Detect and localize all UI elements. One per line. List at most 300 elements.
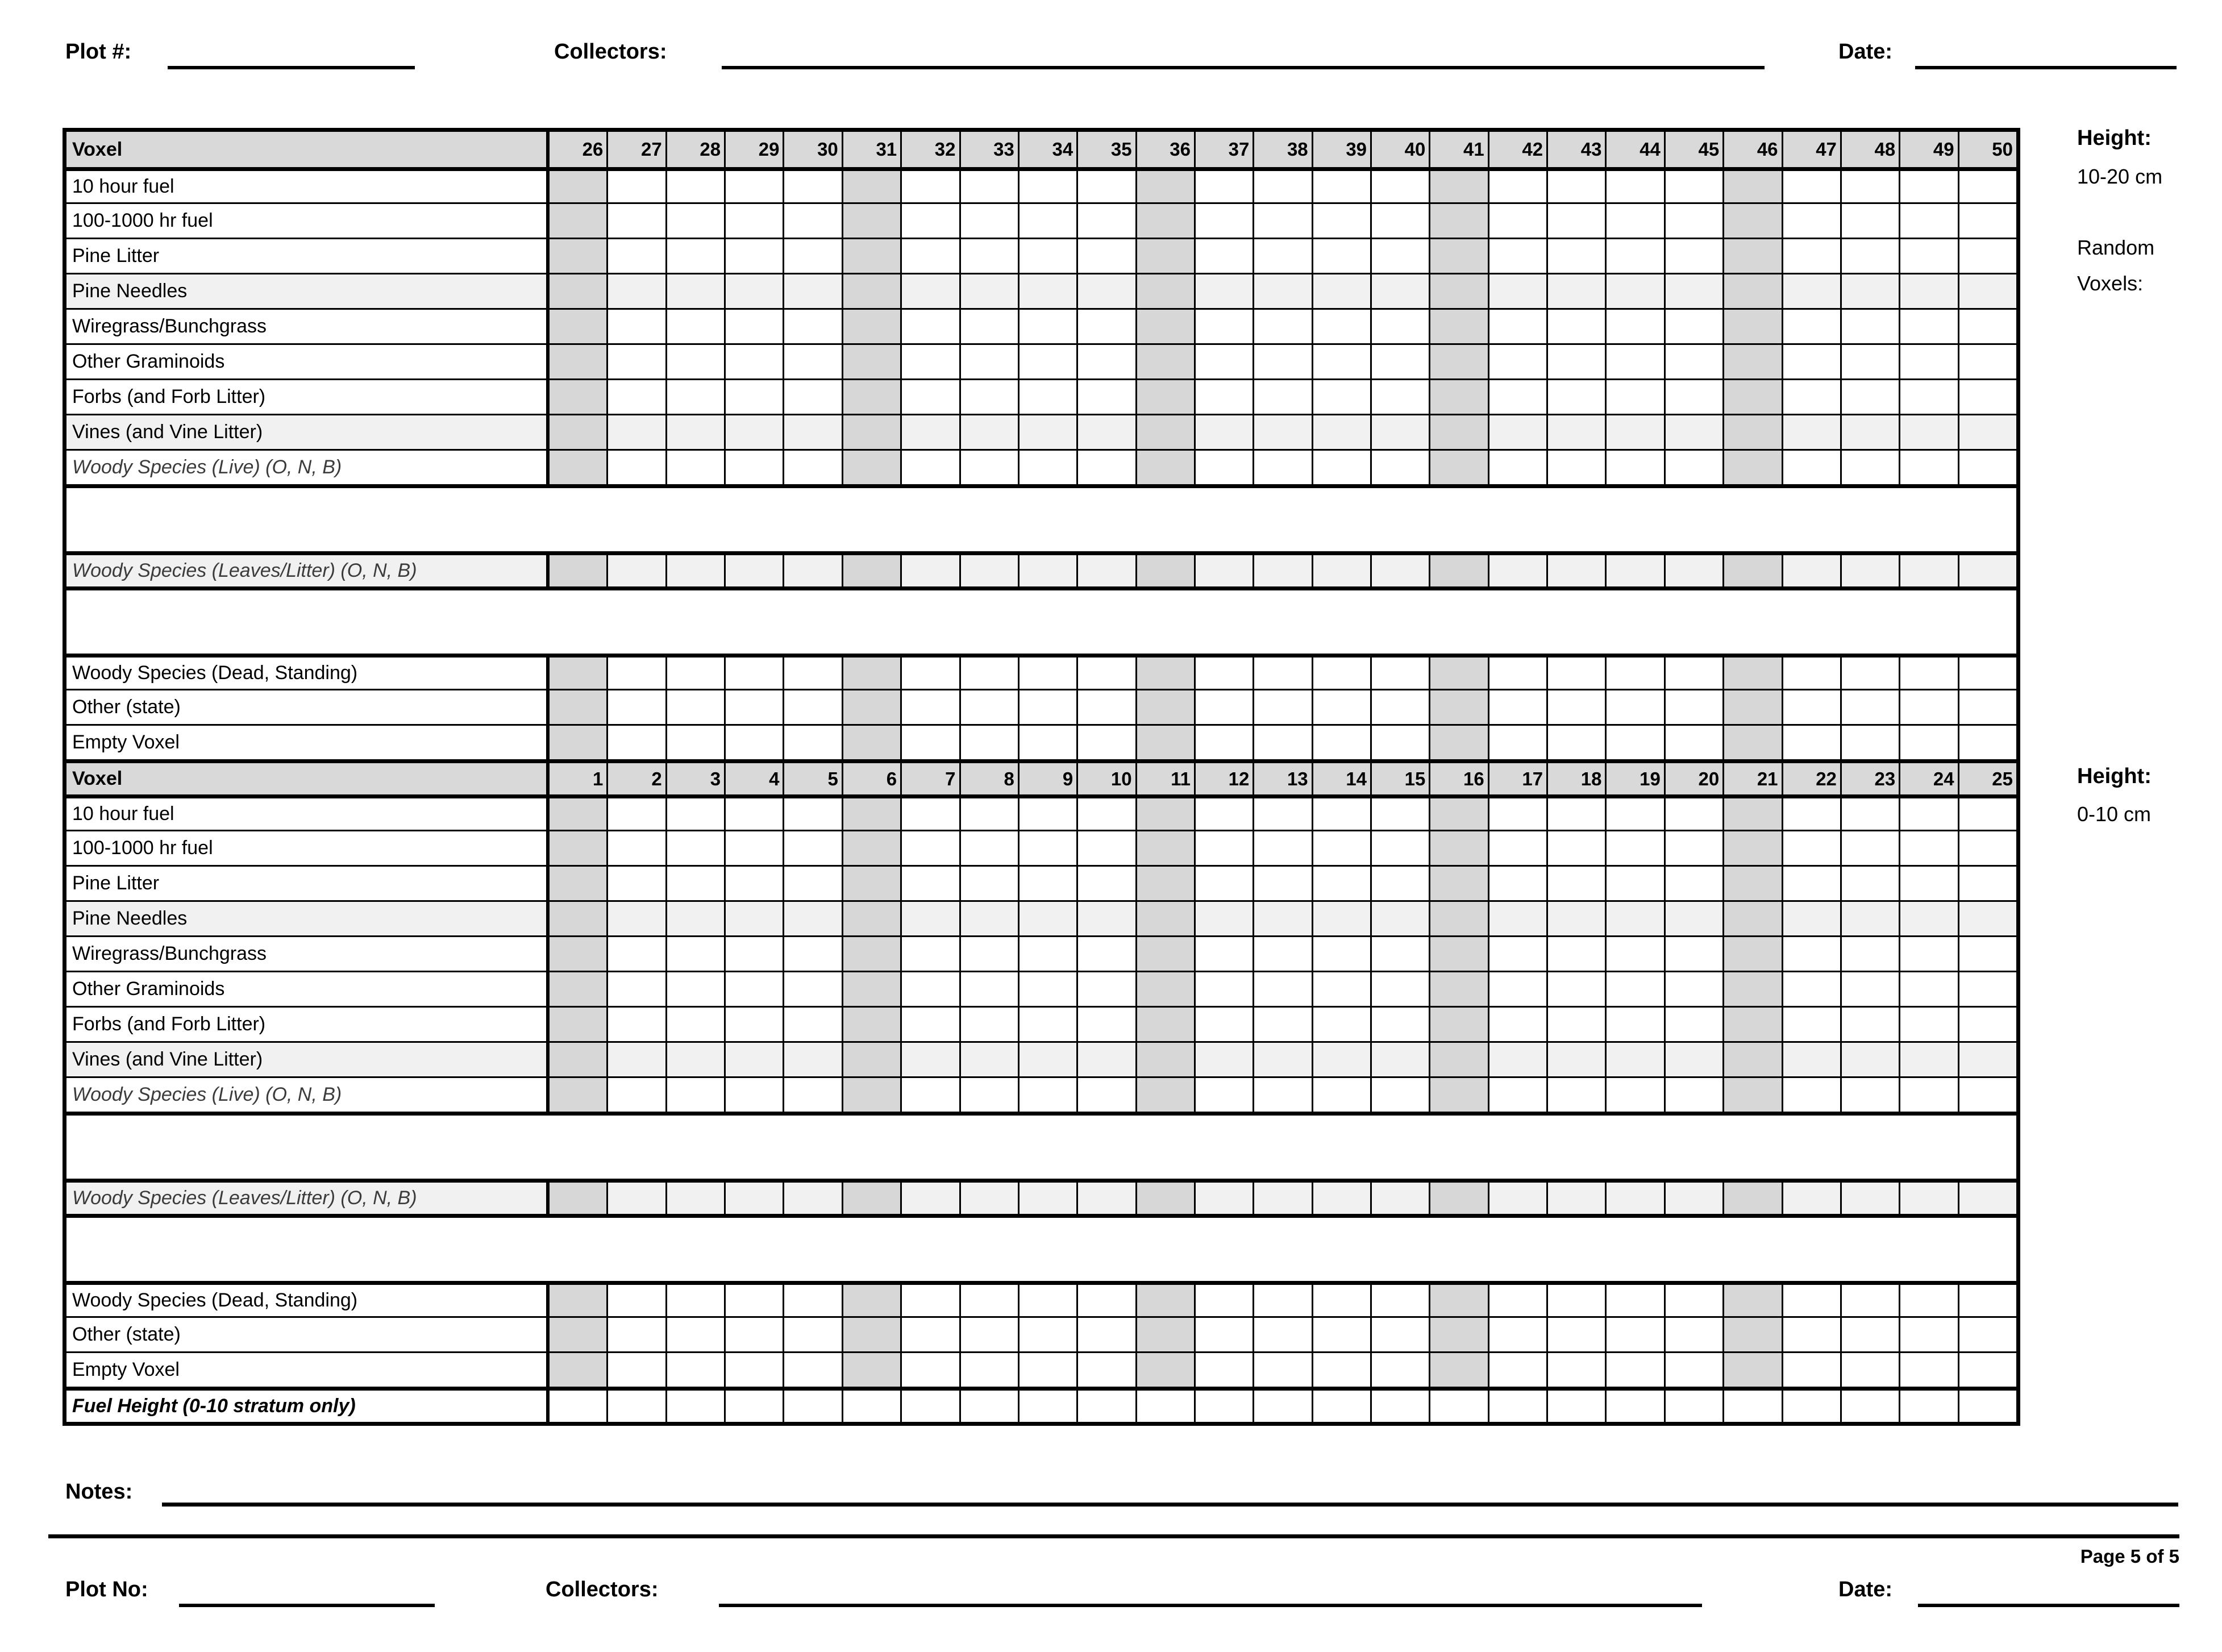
- collectors-field-footer[interactable]: [719, 1604, 1702, 1607]
- voxel-cell[interactable]: [1194, 726, 1253, 759]
- voxel-cell[interactable]: [1899, 451, 1957, 484]
- voxel-cell[interactable]: [550, 902, 606, 935]
- voxel-cell[interactable]: [1546, 380, 1605, 414]
- voxel-cell[interactable]: [550, 937, 606, 971]
- voxel-cell[interactable]: [1840, 937, 1899, 971]
- voxel-cell[interactable]: [1429, 690, 1487, 724]
- voxel-cell[interactable]: [1605, 1391, 1663, 1422]
- voxel-cell[interactable]: [550, 1391, 606, 1422]
- voxel-cell[interactable]: [959, 937, 1018, 971]
- voxel-cell[interactable]: [783, 1285, 841, 1316]
- voxel-cell[interactable]: [1722, 1043, 1781, 1076]
- voxel-cell[interactable]: [1840, 902, 1899, 935]
- voxel-cell[interactable]: [1840, 1043, 1899, 1076]
- voxel-cell[interactable]: [1664, 239, 1722, 273]
- voxel-cell[interactable]: [550, 345, 606, 378]
- voxel-cell[interactable]: [842, 1318, 900, 1351]
- voxel-cell[interactable]: [606, 1353, 665, 1387]
- voxel-cell[interactable]: [1605, 798, 1663, 830]
- voxel-cell[interactable]: [1546, 902, 1605, 935]
- voxel-cell[interactable]: [606, 1285, 665, 1316]
- voxel-cell[interactable]: [1076, 1391, 1135, 1422]
- voxel-cell[interactable]: [1194, 690, 1253, 724]
- voxel-cell[interactable]: [724, 1183, 783, 1214]
- voxel-cell[interactable]: [1899, 1353, 1957, 1387]
- voxel-cell[interactable]: [783, 867, 841, 900]
- voxel-cell[interactable]: [1253, 239, 1311, 273]
- voxel-cell[interactable]: [1194, 415, 1253, 449]
- voxel-cell[interactable]: [1135, 690, 1194, 724]
- voxel-cell[interactable]: [1958, 555, 2016, 586]
- voxel-cell[interactable]: [1605, 310, 1663, 343]
- voxel-cell[interactable]: [1018, 204, 1076, 238]
- voxel-cell[interactable]: [1076, 171, 1135, 202]
- voxel-cell[interactable]: [1958, 690, 2016, 724]
- voxel-cell[interactable]: [1840, 1008, 1899, 1041]
- voxel-cell[interactable]: [724, 690, 783, 724]
- voxel-cell[interactable]: [842, 345, 900, 378]
- voxel-cell[interactable]: [1018, 555, 1076, 586]
- voxel-cell[interactable]: [1840, 690, 1899, 724]
- voxel-cell[interactable]: [1840, 380, 1899, 414]
- voxel-cell[interactable]: [1018, 726, 1076, 759]
- voxel-cell[interactable]: [606, 658, 665, 689]
- species-write-in-area[interactable]: [66, 1112, 2016, 1179]
- collectors-field[interactable]: [722, 66, 1765, 69]
- voxel-cell[interactable]: [959, 345, 1018, 378]
- voxel-cell[interactable]: [783, 972, 841, 1006]
- voxel-cell[interactable]: [550, 1353, 606, 1387]
- voxel-cell[interactable]: [1958, 1285, 2016, 1316]
- voxel-cell[interactable]: [665, 415, 724, 449]
- voxel-cell[interactable]: [1488, 1353, 1546, 1387]
- voxel-cell[interactable]: [665, 726, 724, 759]
- voxel-cell[interactable]: [900, 1078, 959, 1112]
- voxel-cell[interactable]: [1312, 658, 1370, 689]
- voxel-cell[interactable]: [1958, 1318, 2016, 1351]
- voxel-cell[interactable]: [959, 658, 1018, 689]
- voxel-cell[interactable]: [1488, 415, 1546, 449]
- voxel-cell[interactable]: [1488, 310, 1546, 343]
- voxel-cell[interactable]: [665, 1353, 724, 1387]
- voxel-cell[interactable]: [1782, 1285, 1840, 1316]
- voxel-cell[interactable]: [1076, 690, 1135, 724]
- voxel-cell[interactable]: [900, 1183, 959, 1214]
- voxel-cell[interactable]: [1782, 1043, 1840, 1076]
- voxel-cell[interactable]: [900, 555, 959, 586]
- voxel-cell[interactable]: [1253, 555, 1311, 586]
- voxel-cell[interactable]: [783, 1353, 841, 1387]
- voxel-cell[interactable]: [1899, 798, 1957, 830]
- voxel-cell[interactable]: [1488, 204, 1546, 238]
- voxel-cell[interactable]: [1958, 1391, 2016, 1422]
- voxel-cell[interactable]: [900, 345, 959, 378]
- voxel-cell[interactable]: [783, 555, 841, 586]
- voxel-cell[interactable]: [1958, 972, 2016, 1006]
- voxel-cell[interactable]: [1076, 555, 1135, 586]
- voxel-cell[interactable]: [1076, 274, 1135, 308]
- voxel-cell[interactable]: [1370, 690, 1429, 724]
- voxel-cell[interactable]: [665, 690, 724, 724]
- voxel-cell[interactable]: [1194, 1318, 1253, 1351]
- voxel-cell[interactable]: [1429, 1183, 1487, 1214]
- voxel-cell[interactable]: [1546, 274, 1605, 308]
- voxel-cell[interactable]: [1253, 345, 1311, 378]
- voxel-cell[interactable]: [1135, 798, 1194, 830]
- voxel-cell[interactable]: [606, 831, 665, 865]
- voxel-cell[interactable]: [1722, 902, 1781, 935]
- voxel-cell[interactable]: [900, 798, 959, 830]
- voxel-cell[interactable]: [1840, 972, 1899, 1006]
- voxel-cell[interactable]: [665, 239, 724, 273]
- voxel-cell[interactable]: [1840, 1353, 1899, 1387]
- voxel-cell[interactable]: [1899, 867, 1957, 900]
- voxel-cell[interactable]: [1722, 380, 1781, 414]
- voxel-cell[interactable]: [1605, 380, 1663, 414]
- voxel-cell[interactable]: [1253, 310, 1311, 343]
- voxel-cell[interactable]: [1664, 902, 1722, 935]
- voxel-cell[interactable]: [665, 380, 724, 414]
- voxel-cell[interactable]: [1546, 171, 1605, 202]
- voxel-cell[interactable]: [1899, 555, 1957, 586]
- voxel-cell[interactable]: [842, 831, 900, 865]
- voxel-cell[interactable]: [959, 1043, 1018, 1076]
- voxel-cell[interactable]: [1018, 1353, 1076, 1387]
- voxel-cell[interactable]: [1546, 1285, 1605, 1316]
- voxel-cell[interactable]: [1722, 1078, 1781, 1112]
- voxel-cell[interactable]: [550, 1183, 606, 1214]
- voxel-cell[interactable]: [1488, 1183, 1546, 1214]
- voxel-cell[interactable]: [1958, 937, 2016, 971]
- voxel-cell[interactable]: [1488, 239, 1546, 273]
- voxel-cell[interactable]: [1312, 380, 1370, 414]
- voxel-cell[interactable]: [842, 658, 900, 689]
- voxel-cell[interactable]: [1194, 972, 1253, 1006]
- voxel-cell[interactable]: [900, 451, 959, 484]
- voxel-cell[interactable]: [1312, 274, 1370, 308]
- voxel-cell[interactable]: [1605, 831, 1663, 865]
- voxel-cell[interactable]: [1312, 345, 1370, 378]
- voxel-cell[interactable]: [959, 555, 1018, 586]
- voxel-cell[interactable]: [724, 1008, 783, 1041]
- voxel-cell[interactable]: [1546, 690, 1605, 724]
- voxel-cell[interactable]: [665, 451, 724, 484]
- voxel-cell[interactable]: [959, 798, 1018, 830]
- voxel-cell[interactable]: [1253, 831, 1311, 865]
- voxel-cell[interactable]: [1135, 1183, 1194, 1214]
- voxel-cell[interactable]: [1076, 937, 1135, 971]
- voxel-cell[interactable]: [1194, 1043, 1253, 1076]
- voxel-cell[interactable]: [1194, 902, 1253, 935]
- voxel-cell[interactable]: [1722, 1353, 1781, 1387]
- voxel-cell[interactable]: [900, 1008, 959, 1041]
- voxel-cell[interactable]: [724, 380, 783, 414]
- notes-line-1[interactable]: [162, 1503, 2178, 1507]
- voxel-cell[interactable]: [1722, 1183, 1781, 1214]
- voxel-cell[interactable]: [1488, 937, 1546, 971]
- voxel-cell[interactable]: [1782, 555, 1840, 586]
- voxel-cell[interactable]: [1840, 1318, 1899, 1351]
- voxel-cell[interactable]: [1722, 690, 1781, 724]
- voxel-cell[interactable]: [1370, 1285, 1429, 1316]
- voxel-cell[interactable]: [900, 831, 959, 865]
- voxel-cell[interactable]: [1370, 555, 1429, 586]
- voxel-cell[interactable]: [724, 415, 783, 449]
- voxel-cell[interactable]: [606, 1008, 665, 1041]
- voxel-cell[interactable]: [1312, 1391, 1370, 1422]
- voxel-cell[interactable]: [1253, 1318, 1311, 1351]
- voxel-cell[interactable]: [550, 1078, 606, 1112]
- voxel-cell[interactable]: [1370, 798, 1429, 830]
- voxel-cell[interactable]: [959, 239, 1018, 273]
- voxel-cell[interactable]: [1018, 380, 1076, 414]
- voxel-cell[interactable]: [1370, 972, 1429, 1006]
- voxel-cell[interactable]: [783, 1318, 841, 1351]
- voxel-cell[interactable]: [1429, 902, 1487, 935]
- voxel-cell[interactable]: [900, 726, 959, 759]
- voxel-cell[interactable]: [1076, 658, 1135, 689]
- voxel-cell[interactable]: [665, 1183, 724, 1214]
- voxel-cell[interactable]: [1664, 274, 1722, 308]
- voxel-cell[interactable]: [1370, 380, 1429, 414]
- voxel-cell[interactable]: [1782, 658, 1840, 689]
- voxel-cell[interactable]: [1664, 1183, 1722, 1214]
- voxel-cell[interactable]: [1076, 451, 1135, 484]
- voxel-cell[interactable]: [783, 310, 841, 343]
- voxel-cell[interactable]: [900, 1285, 959, 1316]
- voxel-cell[interactable]: [550, 1318, 606, 1351]
- voxel-cell[interactable]: [1664, 972, 1722, 1006]
- voxel-cell[interactable]: [1194, 310, 1253, 343]
- voxel-cell[interactable]: [783, 1043, 841, 1076]
- voxel-cell[interactable]: [1664, 1043, 1722, 1076]
- voxel-cell[interactable]: [1899, 1391, 1957, 1422]
- voxel-cell[interactable]: [1018, 690, 1076, 724]
- voxel-cell[interactable]: [959, 867, 1018, 900]
- voxel-cell[interactable]: [1312, 1183, 1370, 1214]
- voxel-cell[interactable]: [1605, 972, 1663, 1006]
- voxel-cell[interactable]: [550, 1285, 606, 1316]
- voxel-cell[interactable]: [900, 239, 959, 273]
- voxel-cell[interactable]: [1722, 451, 1781, 484]
- voxel-cell[interactable]: [900, 204, 959, 238]
- voxel-cell[interactable]: [1958, 1183, 2016, 1214]
- voxel-cell[interactable]: [1546, 1318, 1605, 1351]
- voxel-cell[interactable]: [1664, 380, 1722, 414]
- voxel-cell[interactable]: [606, 1183, 665, 1214]
- voxel-cell[interactable]: [1312, 204, 1370, 238]
- voxel-cell[interactable]: [665, 902, 724, 935]
- voxel-cell[interactable]: [1605, 1285, 1663, 1316]
- voxel-cell[interactable]: [842, 204, 900, 238]
- voxel-cell[interactable]: [1135, 937, 1194, 971]
- voxel-cell[interactable]: [1722, 1391, 1781, 1422]
- voxel-cell[interactable]: [606, 239, 665, 273]
- voxel-cell[interactable]: [1722, 1318, 1781, 1351]
- voxel-cell[interactable]: [959, 1318, 1018, 1351]
- voxel-cell[interactable]: [1253, 274, 1311, 308]
- voxel-cell[interactable]: [1840, 798, 1899, 830]
- voxel-cell[interactable]: [842, 415, 900, 449]
- voxel-cell[interactable]: [1958, 1043, 2016, 1076]
- voxel-cell[interactable]: [1370, 451, 1429, 484]
- voxel-cell[interactable]: [1488, 831, 1546, 865]
- voxel-cell[interactable]: [1312, 902, 1370, 935]
- voxel-cell[interactable]: [783, 451, 841, 484]
- voxel-cell[interactable]: [1605, 345, 1663, 378]
- voxel-cell[interactable]: [1546, 831, 1605, 865]
- voxel-cell[interactable]: [842, 798, 900, 830]
- voxel-cell[interactable]: [1488, 1008, 1546, 1041]
- voxel-cell[interactable]: [783, 1183, 841, 1214]
- voxel-cell[interactable]: [665, 658, 724, 689]
- voxel-cell[interactable]: [1135, 415, 1194, 449]
- voxel-cell[interactable]: [1135, 171, 1194, 202]
- voxel-cell[interactable]: [1370, 415, 1429, 449]
- voxel-cell[interactable]: [1546, 937, 1605, 971]
- voxel-cell[interactable]: [1312, 555, 1370, 586]
- voxel-cell[interactable]: [783, 415, 841, 449]
- voxel-cell[interactable]: [783, 171, 841, 202]
- voxel-cell[interactable]: [550, 415, 606, 449]
- voxel-cell[interactable]: [783, 690, 841, 724]
- voxel-cell[interactable]: [665, 1078, 724, 1112]
- voxel-cell[interactable]: [1370, 658, 1429, 689]
- voxel-cell[interactable]: [1018, 1391, 1076, 1422]
- voxel-cell[interactable]: [606, 1391, 665, 1422]
- voxel-cell[interactable]: [1076, 239, 1135, 273]
- voxel-cell[interactable]: [1429, 972, 1487, 1006]
- voxel-cell[interactable]: [900, 1391, 959, 1422]
- voxel-cell[interactable]: [783, 1078, 841, 1112]
- voxel-cell[interactable]: [1782, 1008, 1840, 1041]
- voxel-cell[interactable]: [959, 1285, 1018, 1316]
- voxel-cell[interactable]: [550, 867, 606, 900]
- voxel-cell[interactable]: [959, 972, 1018, 1006]
- voxel-cell[interactable]: [1605, 451, 1663, 484]
- voxel-cell[interactable]: [1958, 171, 2016, 202]
- voxel-cell[interactable]: [1488, 902, 1546, 935]
- voxel-cell[interactable]: [842, 451, 900, 484]
- voxel-cell[interactable]: [1840, 415, 1899, 449]
- voxel-cell[interactable]: [550, 1043, 606, 1076]
- voxel-cell[interactable]: [1958, 239, 2016, 273]
- voxel-cell[interactable]: [959, 274, 1018, 308]
- voxel-cell[interactable]: [1722, 937, 1781, 971]
- voxel-cell[interactable]: [1722, 972, 1781, 1006]
- voxel-cell[interactable]: [606, 690, 665, 724]
- voxel-cell[interactable]: [1370, 1008, 1429, 1041]
- voxel-cell[interactable]: [1076, 415, 1135, 449]
- voxel-cell[interactable]: [724, 1318, 783, 1351]
- voxel-cell[interactable]: [1664, 345, 1722, 378]
- voxel-cell[interactable]: [1664, 204, 1722, 238]
- voxel-cell[interactable]: [1135, 658, 1194, 689]
- voxel-cell[interactable]: [1958, 310, 2016, 343]
- voxel-cell[interactable]: [1370, 239, 1429, 273]
- voxel-cell[interactable]: [1018, 1078, 1076, 1112]
- voxel-cell[interactable]: [1958, 451, 2016, 484]
- voxel-cell[interactable]: [606, 310, 665, 343]
- voxel-cell[interactable]: [724, 555, 783, 586]
- voxel-cell[interactable]: [1782, 415, 1840, 449]
- voxel-cell[interactable]: [1840, 1183, 1899, 1214]
- voxel-cell[interactable]: [665, 798, 724, 830]
- voxel-cell[interactable]: [1488, 451, 1546, 484]
- voxel-cell[interactable]: [1722, 831, 1781, 865]
- voxel-cell[interactable]: [1840, 171, 1899, 202]
- voxel-cell[interactable]: [1782, 1078, 1840, 1112]
- voxel-cell[interactable]: [1722, 1008, 1781, 1041]
- voxel-cell[interactable]: [724, 972, 783, 1006]
- voxel-cell[interactable]: [1194, 867, 1253, 900]
- voxel-cell[interactable]: [1488, 1043, 1546, 1076]
- voxel-cell[interactable]: [1429, 658, 1487, 689]
- voxel-cell[interactable]: [1194, 1353, 1253, 1387]
- voxel-cell[interactable]: [1840, 726, 1899, 759]
- voxel-cell[interactable]: [724, 902, 783, 935]
- voxel-cell[interactable]: [1782, 451, 1840, 484]
- voxel-cell[interactable]: [550, 726, 606, 759]
- voxel-cell[interactable]: [1312, 1285, 1370, 1316]
- voxel-cell[interactable]: [783, 831, 841, 865]
- voxel-cell[interactable]: [665, 171, 724, 202]
- voxel-cell[interactable]: [1253, 380, 1311, 414]
- voxel-cell[interactable]: [1840, 239, 1899, 273]
- voxel-cell[interactable]: [842, 972, 900, 1006]
- voxel-cell[interactable]: [1194, 1008, 1253, 1041]
- voxel-cell[interactable]: [1488, 690, 1546, 724]
- voxel-cell[interactable]: [1782, 726, 1840, 759]
- voxel-cell[interactable]: [842, 239, 900, 273]
- voxel-cell[interactable]: [1076, 1043, 1135, 1076]
- voxel-cell[interactable]: [1018, 1043, 1076, 1076]
- voxel-cell[interactable]: [1546, 798, 1605, 830]
- voxel-cell[interactable]: [1253, 867, 1311, 900]
- voxel-cell[interactable]: [1253, 1043, 1311, 1076]
- voxel-cell[interactable]: [606, 867, 665, 900]
- voxel-cell[interactable]: [1312, 1318, 1370, 1351]
- voxel-cell[interactable]: [1546, 451, 1605, 484]
- voxel-cell[interactable]: [1370, 1391, 1429, 1422]
- voxel-cell[interactable]: [842, 1078, 900, 1112]
- voxel-cell[interactable]: [550, 1008, 606, 1041]
- voxel-cell[interactable]: [1605, 1078, 1663, 1112]
- voxel-cell[interactable]: [1429, 1391, 1487, 1422]
- voxel-cell[interactable]: [606, 274, 665, 308]
- species-write-in-area[interactable]: [66, 586, 2016, 654]
- voxel-cell[interactable]: [1722, 274, 1781, 308]
- voxel-cell[interactable]: [1664, 451, 1722, 484]
- voxel-cell[interactable]: [1664, 1353, 1722, 1387]
- voxel-cell[interactable]: [724, 658, 783, 689]
- voxel-cell[interactable]: [1722, 867, 1781, 900]
- voxel-cell[interactable]: [550, 658, 606, 689]
- voxel-cell[interactable]: [1488, 798, 1546, 830]
- voxel-cell[interactable]: [1840, 831, 1899, 865]
- voxel-cell[interactable]: [783, 937, 841, 971]
- voxel-cell[interactable]: [1605, 658, 1663, 689]
- voxel-cell[interactable]: [1312, 937, 1370, 971]
- voxel-cell[interactable]: [665, 1008, 724, 1041]
- voxel-cell[interactable]: [665, 310, 724, 343]
- voxel-cell[interactable]: [1664, 867, 1722, 900]
- voxel-cell[interactable]: [1018, 274, 1076, 308]
- voxel-cell[interactable]: [1312, 726, 1370, 759]
- voxel-cell[interactable]: [1135, 451, 1194, 484]
- voxel-cell[interactable]: [1429, 798, 1487, 830]
- voxel-cell[interactable]: [1605, 1353, 1663, 1387]
